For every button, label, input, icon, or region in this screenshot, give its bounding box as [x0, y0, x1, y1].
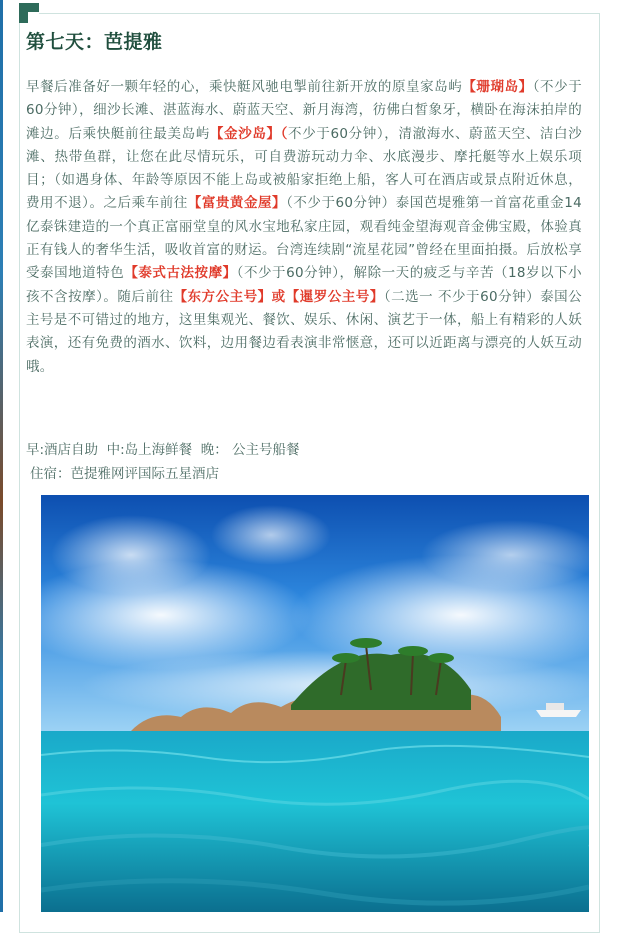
highlight-place-name: 【泰式古法按摩】	[124, 265, 237, 282]
page-title: 第七天：芭提雅	[26, 31, 163, 53]
paragraph-segment: （不少于60分钟）泰国芭堤雅第一首富花重金14亿泰铢建造的一个真正富丽堂皇的风水宝地私家庄园，观看纯金望海观音金佛宝殿，体验真正有钱人的奢华生活，吸收首富的财运。台湾连续剧“流星花园”曾经在里面拍摄。后放松享受泰国地道特色	[26, 195, 582, 282]
corner-ornament-icon	[19, 3, 39, 23]
tropical-island-icon	[41, 495, 589, 912]
highlight-place-name: 【珊瑚岛】	[462, 79, 533, 95]
left-edge-stripe	[0, 0, 3, 912]
highlight-place-name: 【东方公主号】或【暹罗公主号】	[173, 288, 384, 305]
paragraph-segment: 不少于60分钟），清澈海水、蔚蓝天空、洁白沙滩、热带鱼群，让您在此尽情玩乐，可自费游玩动力伞、水底漫步、摩托艇等水上娱乐项目；（如遇身体、年龄等原因不能上岛或被船家拒绝上船，客人可在酒店或景点附近休息，费用不退）。之后乘车前往	[26, 125, 582, 212]
paragraph-segment: （二选一 不少于60分钟）泰国公主号是不可错过的地方，这里集观光、餐饮、娱乐、休闲、演艺于一体，船上有精彩的人妖表演，还有免费的酒水、饮料，边用餐边看表演非常惬意，还可以近距离与漂亮的人妖互动哦。	[26, 288, 582, 375]
island-photo	[41, 495, 589, 912]
highlight-place-name: 【富贵黄金屋】	[187, 195, 287, 212]
paragraph-segment: （不少于60分钟），解除一天的疲乏与辛苦（18岁以下小孩不含按摩）。随后前往	[26, 265, 582, 305]
meals-info: 早:酒店自助 中:岛上海鲜餐 晚： 公主号船餐	[26, 442, 300, 458]
itinerary-description	[26, 76, 582, 379]
hotel-info: 住宿：芭提雅网评国际五星酒店	[30, 466, 219, 482]
paragraph-segment: 早餐后准备好一颗年轻的心，乘快艇风驰电掣前往新开放的原皇家岛屿	[26, 79, 463, 95]
paragraph-segment: （不少于60分钟），细沙长滩、湛蓝海水、蔚蓝天空、新月海湾，彷佛白皙象牙，横卧在海沫拍岸的滩边。后乘快艇前往最美岛屿	[26, 79, 583, 142]
highlight-place-name: 【金沙岛】（	[209, 125, 289, 142]
